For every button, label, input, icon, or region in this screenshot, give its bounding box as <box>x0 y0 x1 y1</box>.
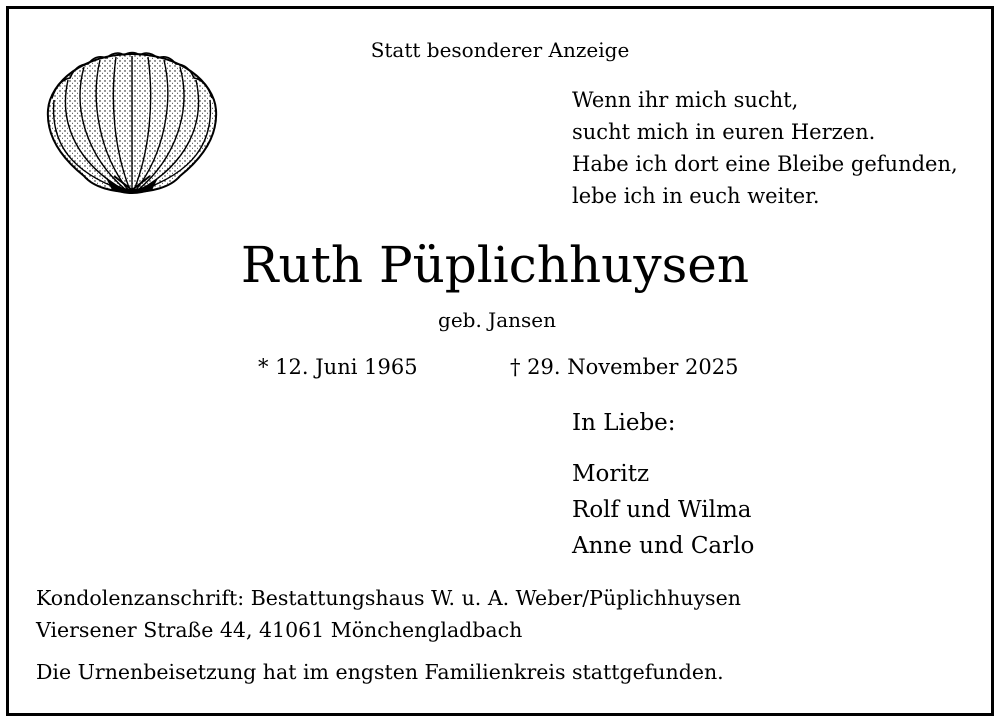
mourner-name: Rolf und Wilma <box>572 497 752 523</box>
death-date: † 29. November 2025 <box>510 355 739 379</box>
condolence-line: Kondolenzanschrift: Bestattungshaus W. u. A. Weber/Püplichhuysen <box>36 586 741 610</box>
poem-line: lebe ich in euch weiter. <box>572 184 820 208</box>
poem <box>572 84 958 212</box>
announcement-header: Statt besonderer Anzeige <box>370 38 630 62</box>
condolence-address <box>36 582 741 646</box>
poem-line: Wenn ihr mich sucht, <box>572 88 799 112</box>
scallop-shell-icon <box>44 50 220 196</box>
burial-notice: Die Urnenbeisetzung hat im engsten Familienkreis stattgefunden. <box>36 660 724 684</box>
mourners-intro: In Liebe: <box>572 410 676 436</box>
mourner-name: Anne und Carlo <box>572 533 755 559</box>
birth-date: * 12. Juni 1965 <box>258 355 418 379</box>
poem-line: Habe ich dort eine Bleibe gefunden, <box>572 152 958 176</box>
mourners-list <box>572 456 754 564</box>
birth-name: geb. Jansen <box>438 308 556 332</box>
poem-line: sucht mich in euren Herzen. <box>572 120 876 144</box>
mourner-name: Moritz <box>572 461 650 487</box>
condolence-line: Viersener Straße 44, 41061 Mönchengladbach <box>36 618 523 642</box>
deceased-name: Ruth Püplichhuysen <box>240 236 750 294</box>
